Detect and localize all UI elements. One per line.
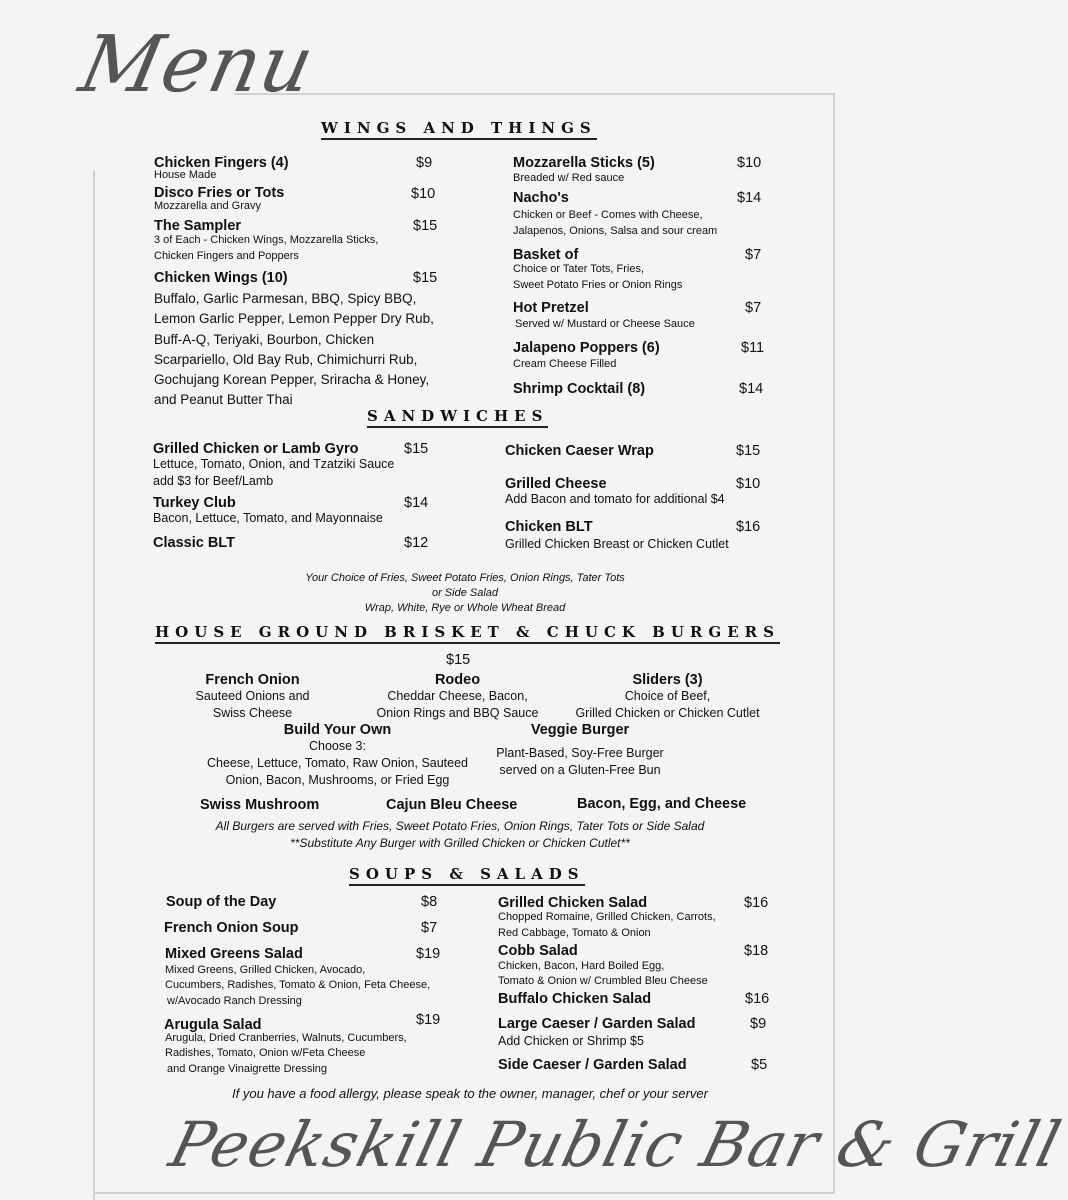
item-price: $16 [736,519,761,535]
wing-flavor-line: Buffalo, Garlic Parmesan, BBQ, Spicy BBQ, [154,291,417,306]
item-price: $14 [404,495,429,511]
item-price: $11 [741,340,765,356]
item-name: Chicken Wings (10) [154,270,288,286]
item-description: Chicken, Bacon, Hard Boiled Egg, [498,960,665,972]
section-heading-wings: WINGS AND THINGS [321,119,597,140]
item-description: Cucumbers, Radishes, Tomato & Onion, Feta Cheese, [165,979,431,991]
section-heading-sandwiches: SANDWICHES [367,407,548,428]
item-description: Choose 3: [309,739,366,753]
item-description: 3 of Each - Chicken Wings, Mozzarella Sticks, [154,234,379,246]
item-price: $7 [421,920,438,936]
item-name: Grilled Cheese [505,476,607,492]
item-description: Mozzarella and Gravy [154,200,261,212]
item-name: Shrimp Cocktail (8) [513,381,646,397]
item-name: Turkey Club [153,495,236,511]
item-description: Add Chicken or Shrimp $5 [498,1034,644,1048]
item-name: Build Your Own [283,722,392,738]
burger-sliders [570,672,765,722]
item-description: Choice or Tater Tots, Fries, [513,263,645,275]
item-name: Chicken BLT [505,519,593,535]
item-price: $12 [404,535,429,551]
burger-note [140,818,780,852]
item-price: $10 [737,155,762,171]
item-price: $9 [416,155,433,171]
burger-build-your-own [205,722,470,789]
burger-veggie [490,722,670,779]
burger-note-line: All Burgers are served with Fries, Sweet Potato Fries, Onion Rings, Tater Tots or Side Salad [215,819,705,833]
item-description: Swiss Cheese [212,706,293,720]
burger-french-onion [175,672,330,722]
burger-note-line: **Substitute Any Burger with Grilled Chicken or Chicken Cutlet** [290,836,630,850]
sandwich-note-line: Your Choice of Fries, Sweet Potato Fries, Onion Rings, Tater Tots [305,572,625,584]
wing-flavors [154,289,434,411]
item-price: $9 [750,1016,767,1032]
item-description: Radishes, Tomato, Onion w/Feta Cheese [165,1047,366,1059]
item-name: Chicken Caeser Wrap [505,443,654,459]
item-description: Cheese, Lettuce, Tomato, Raw Onion, Sauteed [206,756,469,770]
burger-price: $15 [446,652,471,668]
restaurant-name: Peekskill Public Bar & Grill [162,1108,1068,1181]
item-description: House Made [154,169,217,181]
item-price: $14 [737,190,762,206]
item-name: Mozzarella Sticks (5) [513,155,655,171]
item-name: Chicken Fingers (4) [154,155,289,171]
item-description: Red Cabbage, Tomato & Onion [498,927,651,939]
item-price: $15 [404,441,429,457]
item-description: Grilled Chicken Breast or Chicken Cutlet [505,537,729,551]
item-price: $16 [744,895,769,911]
wing-flavor-line: Lemon Garlic Pepper, Lemon Pepper Dry Rub, [154,311,434,327]
item-description: Jalapenos, Onions, Salsa and sour cream [513,225,718,237]
sandwich-note-line: or Side Salad [431,587,499,599]
item-description: Breaded w/ Red sauce [513,172,625,184]
item-description: Choice of Beef, [624,689,711,703]
item-name: Bacon, Egg, and Cheese [577,796,747,812]
item-name: Sliders (3) [632,672,703,688]
item-name: Jalapeno Poppers (6) [513,340,660,356]
item-name: Basket of [513,247,579,263]
item-price: $15 [413,218,438,234]
wing-flavor-line: and Peanut Butter Thai [154,392,293,408]
item-name: The Sampler [154,218,242,234]
sandwich-note-line: Wrap, White, Rye or Whole Wheat Bread [364,602,566,614]
sandwich-note [250,571,680,616]
section-heading-soups-salads: SOUPS & SALADS [349,865,585,886]
item-price: $7 [745,300,762,316]
item-price: $15 [736,443,761,459]
item-price: $19 [416,946,441,962]
item-price: $5 [751,1057,768,1073]
item-price: $10 [411,186,436,202]
item-description: Served w/ Mustard or Cheese Sauce [515,318,695,330]
item-description: add $3 for Beef/Lamb [153,474,274,488]
item-price: $10 [736,476,761,492]
item-description: Chicken or Beef - Comes with Cheese, [513,209,703,221]
item-description: and Orange Vinaigrette Dressing [167,1063,328,1075]
item-description: Sauteed Onions and [195,689,310,703]
item-description: Tomato & Onion w/ Crumbled Bleu Cheese [498,975,708,987]
item-name: French Onion [205,672,300,688]
item-description: Sweet Potato Fries or Onion Rings [513,279,683,291]
item-description: Cheddar Cheese, Bacon, [387,689,528,703]
burger-rodeo [365,672,550,722]
wing-flavor-line: Scarpariello, Old Bay Rub, Chimichurri Rub, [154,351,418,367]
item-name: Arugula Salad [164,1017,262,1033]
item-price: $14 [739,381,764,397]
item-description: Bacon, Lettuce, Tomato, and Mayonnaise [153,511,383,525]
item-name: Disco Fries or Tots [154,185,285,201]
item-price: $19 [416,1012,441,1028]
item-description: Grilled Chicken or Chicken Cutlet [575,706,760,720]
item-name: Veggie Burger [530,722,630,738]
item-name: Nacho's [513,190,569,206]
menu-title: Menu [72,20,323,110]
item-description: Chopped Romaine, Grilled Chicken, Carrots, [498,911,716,923]
item-description: Cream Cheese Filled [513,358,617,370]
item-name: Grilled Chicken Salad [498,895,648,911]
frame-border-right [833,93,835,1193]
frame-border-bottom [93,1192,835,1194]
item-description: Mixed Greens, Grilled Chicken, Avocado, [165,964,366,976]
item-name: Side Caeser / Garden Salad [498,1057,687,1073]
item-name: French Onion Soup [164,920,299,936]
item-price: $8 [421,894,438,910]
item-name: Cajun Bleu Cheese [386,797,518,813]
item-description: Add Bacon and tomato for additional $4 [505,492,725,506]
item-name: Classic BLT [153,535,235,551]
item-name: Cobb Salad [498,943,578,959]
item-price: $18 [744,943,769,959]
allergy-notice: If you have a food allergy, please speak to the owner, manager, chef or your server [232,1086,708,1101]
item-name: Mixed Greens Salad [165,946,303,962]
frame-border-top [234,93,834,95]
wing-flavor-line: Buff-A-Q, Teriyaki, Bourbon, Chicken [154,331,375,347]
item-description: Plant-Based, Soy-Free Burger [496,746,664,760]
item-description: Chicken Fingers and Poppers [154,250,299,262]
item-name: Hot Pretzel [513,300,589,316]
item-description: Onion, Bacon, Mushrooms, or Fried Egg [225,773,450,787]
item-price: $15 [413,270,438,286]
item-name: Rodeo [434,672,481,688]
item-name: Buffalo Chicken Salad [498,991,652,1007]
item-name: Swiss Mushroom [200,797,320,813]
item-price: $7 [745,247,762,263]
wing-flavor-line: Gochujang Korean Pepper, Sriracha & Honey, [154,372,430,388]
item-description: served on a Gluten-Free Bun [499,763,661,777]
item-description: Arugula, Dried Cranberries, Walnuts, Cucumbers, [165,1032,407,1044]
item-price: $16 [745,991,770,1007]
item-description: Onion Rings and BBQ Sauce [376,706,539,720]
item-description: w/Avocado Ranch Dressing [167,995,302,1007]
item-description: Lettuce, Tomato, Onion, and Tzatziki Sauce [153,457,395,471]
section-heading-burgers: HOUSE GROUND BRISKET & CHUCK BURGERS [155,623,780,644]
item-name: Large Caeser / Garden Salad [498,1016,696,1032]
item-name: Grilled Chicken or Lamb Gyro [153,441,359,457]
frame-border-left [93,170,95,1200]
item-name: Soup of the Day [166,894,277,910]
